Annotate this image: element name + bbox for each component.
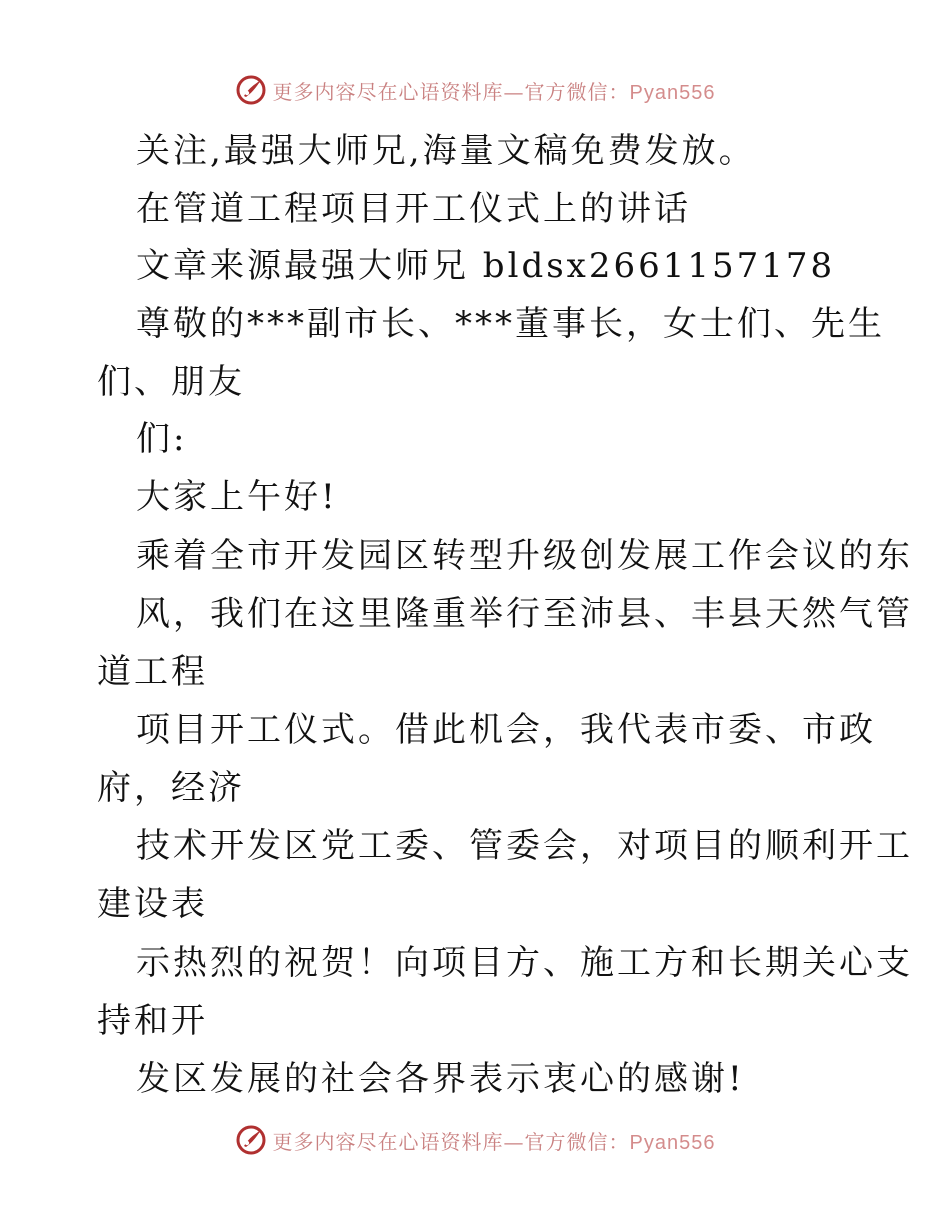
text-line: 发区发展的社会各界表示衷心的感谢! (136, 1059, 745, 1099)
header-banner-text: 更多内容尽在心语资料库—官方微信：Pyan556 (272, 79, 716, 104)
text-line: 风，我们在这里隆重举行至沛县、丰县天然气管 (136, 594, 913, 634)
document-title: 在管道工程项目开工仪式上的讲话 (136, 189, 691, 229)
footer-banner (0, 1120, 950, 1160)
text-line: 技术开发区党工委、管委会，对项目的顺利开工 (136, 826, 913, 866)
text-line: 乘着全市开发园区转型升级创发展工作会议的东 (136, 536, 913, 576)
text-line: 项目开工仪式。借此机会，我代表市委、市政 (136, 710, 876, 750)
footer-banner-text: 更多内容尽在心语资料库—官方微信：Pyan556 (272, 1129, 716, 1154)
text-line: 大家上午好! (136, 477, 338, 517)
text-line: 府，经济 (97, 768, 245, 808)
text-line: 示热烈的祝贺！向项目方、施工方和长期关心支 (136, 943, 913, 983)
footer-wechat-id: Pyan556 (629, 1131, 716, 1154)
quill-seal-icon (235, 74, 267, 106)
text-line: 道工程 (97, 652, 208, 692)
text-line: 们、朋友 (97, 362, 245, 402)
header-wechat-id: Pyan556 (629, 81, 716, 104)
text-line: 们: (136, 419, 188, 459)
text-line: 关注,最强大师兄,海量文稿免费发放。 (136, 131, 756, 171)
text-line: 文章来源最强大师兄 bldsx2661157178 (136, 246, 836, 286)
text-line: 持和开 (97, 1001, 208, 1041)
text-line: 尊敬的***副市长、***董事长，女士们、先生 (136, 304, 885, 344)
header-banner (0, 70, 950, 110)
text-line: 建设表 (97, 884, 208, 924)
quill-seal-icon (235, 1124, 267, 1156)
